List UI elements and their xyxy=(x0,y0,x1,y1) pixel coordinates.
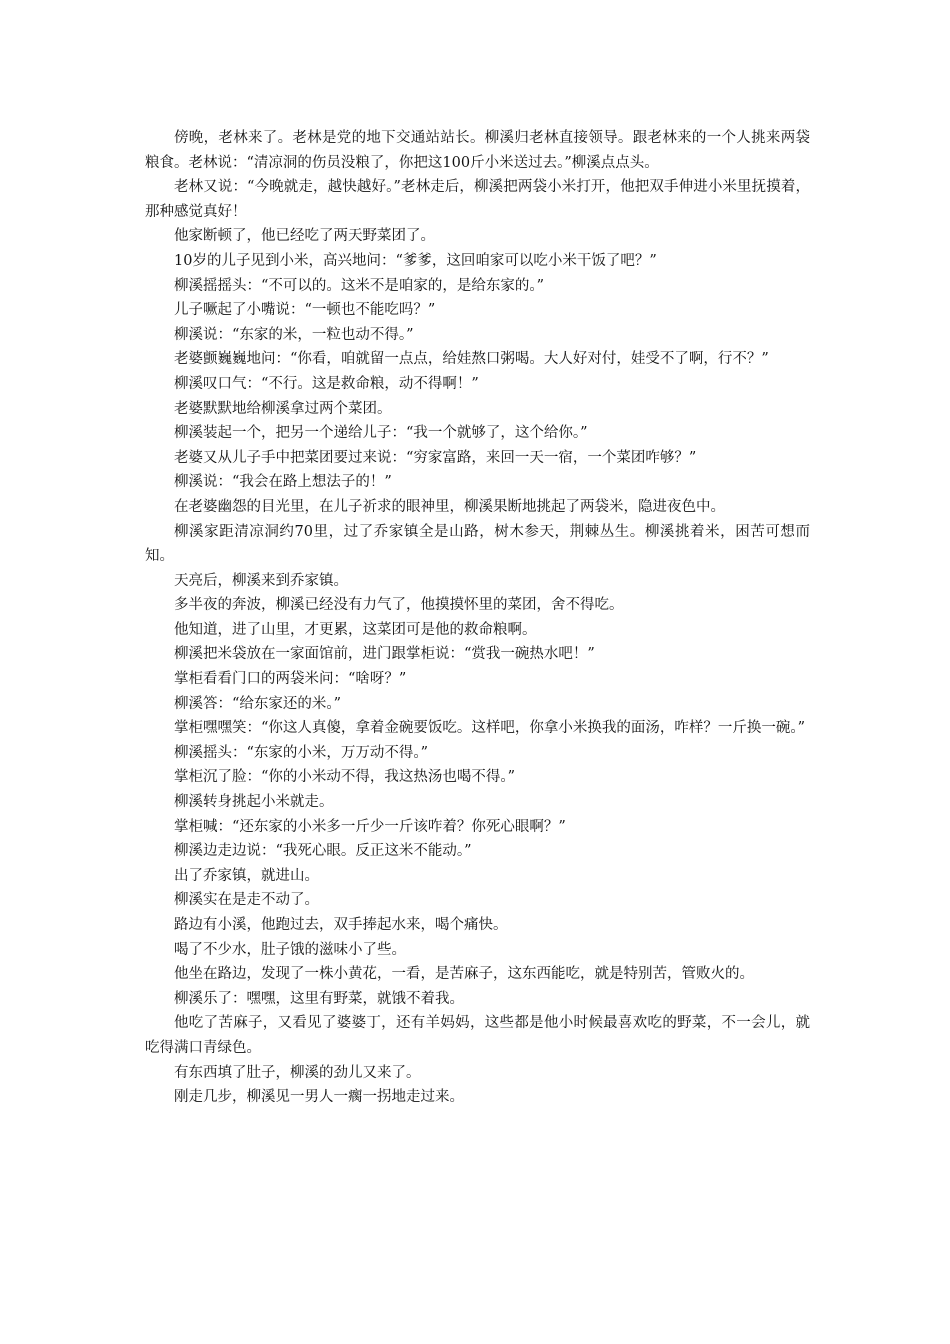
paragraph: 他坐在路边，发现了一株小黄花，一看，是苦麻子，这东西能吃，就是特别苦，管败火的。 xyxy=(174,966,754,983)
paragraph: 柳溪家距清凉洞约70里，过了乔家镇全是山路，树木参天，荆棘丛生。柳溪挑着米，困苦可想而知。 xyxy=(145,523,810,565)
paragraph: 柳溪边走边说：“我死心眼。反正这米不能动。” xyxy=(174,843,472,860)
paragraph: 有东西填了肚子，柳溪的劲儿又来了。 xyxy=(174,1064,421,1081)
paragraph: 柳溪答：“给东家还的米。” xyxy=(174,695,342,712)
paragraph: 傍晚，老林来了。老林是党的地下交通站站长。柳溪归老林直接领导。跟老林来的一个人挑来两袋粮食。老林说：“清凉洞的伤员没粮了，你把这100斤小米送过去。”柳溪点点头。 xyxy=(145,130,810,171)
paragraph: 柳溪说：“我会在路上想法子的！” xyxy=(174,474,392,491)
paragraph: 路边有小溪，他跑过去，双手捧起水来，喝个痛快。 xyxy=(174,917,508,933)
paragraph: 出了乔家镇，就进山。 xyxy=(174,867,319,884)
paragraph: 在老婆幽怨的目光里，在儿子祈求的眼神里，柳溪果断地挑起了两袋米，隐进夜色中。 xyxy=(174,498,725,515)
paragraph: 柳溪摇摇头：“不可以的。这米不是咱家的，是给东家的。” xyxy=(174,277,545,294)
paragraph: 他家断顿了，他已经吃了两天野菜团了。 xyxy=(174,228,435,245)
paragraph: 喝了不少水，肚子饿的滋味小了些。 xyxy=(174,941,406,958)
paragraph: 老婆又从儿子手中把菜团要过来说：“穷家富路，来回一天一宿，一个菜团咋够？” xyxy=(174,449,697,466)
paragraph: 柳溪说：“东家的米，一粒也动不得。” xyxy=(174,326,414,343)
paragraph: 老婆颤巍巍地问：“你看，咱就留一点点，给娃熬口粥喝。大人好对付，娃受不了啊，行不？” xyxy=(174,351,769,368)
paragraph: 多半夜的奔波，柳溪已经没有力气了，他摸摸怀里的菜团，舍不得吃。 xyxy=(174,597,624,614)
paragraph: 掌柜嘿嘿笑：“你这人真傻，拿着金碗要饭吃。这样吧，你拿小米换我的面汤，咋样？一斤换一碗。” xyxy=(174,720,806,737)
paragraph: 老林又说：“今晚就走，越快越好。”老林走后，柳溪把两袋小米打开，他把双手伸进小米里抚摸着，那种感觉真好！ xyxy=(145,179,810,220)
paragraph: 他知道，进了山里，才更累，这菜团可是他的救命粮啊。 xyxy=(174,621,537,638)
paragraph: 儿子噘起了小嘴说：“一顿也不能吃吗？” xyxy=(174,302,436,319)
paragraph: 掌柜沉了脸：“你的小米动不得，我这热汤也喝不得。” xyxy=(174,769,516,786)
paragraph: 柳溪装起一个，把另一个递给儿子：“我一个就够了，这个给你。” xyxy=(174,425,588,442)
paragraph: 10岁的儿子见到小米，高兴地问：“爹爹，这回咱家可以吃小米干饭了吧？” xyxy=(174,252,657,269)
paragraph: 掌柜喊：“还东家的小米多一斤少一斤该咋着？你死心眼啊？” xyxy=(174,818,566,835)
story-body xyxy=(145,126,810,1110)
paragraph: 老婆默默地给柳溪拿过两个菜团。 xyxy=(174,400,392,417)
paragraph: 柳溪叹口气：“不行。这是救命粮，动不得啊！” xyxy=(174,375,479,392)
paragraph: 天亮后，柳溪来到乔家镇。 xyxy=(174,572,348,589)
paragraph: 柳溪转身挑起小米就走。 xyxy=(174,794,334,811)
paragraph: 柳溪实在是走不动了。 xyxy=(174,892,319,909)
paragraph: 刚走几步，柳溪见一男人一瘸一拐地走过来。 xyxy=(174,1089,464,1106)
paragraph: 柳溪摇头：“东家的小米，万万动不得。” xyxy=(174,744,429,761)
paragraph: 柳溪把米袋放在一家面馆前，进门跟掌柜说：“赏我一碗热水吧！” xyxy=(174,646,595,663)
paragraph: 掌柜看看门口的两袋米问：“啥呀？” xyxy=(174,671,407,688)
paragraph: 他吃了苦麻子，又看见了婆婆丁，还有羊妈妈，这些都是他小时候最喜欢吃的野菜，不一会儿，就吃得满口青绿色。 xyxy=(145,1015,810,1056)
paragraph: 柳溪乐了：嘿嘿，这里有野菜，就饿不着我。 xyxy=(174,990,464,1007)
